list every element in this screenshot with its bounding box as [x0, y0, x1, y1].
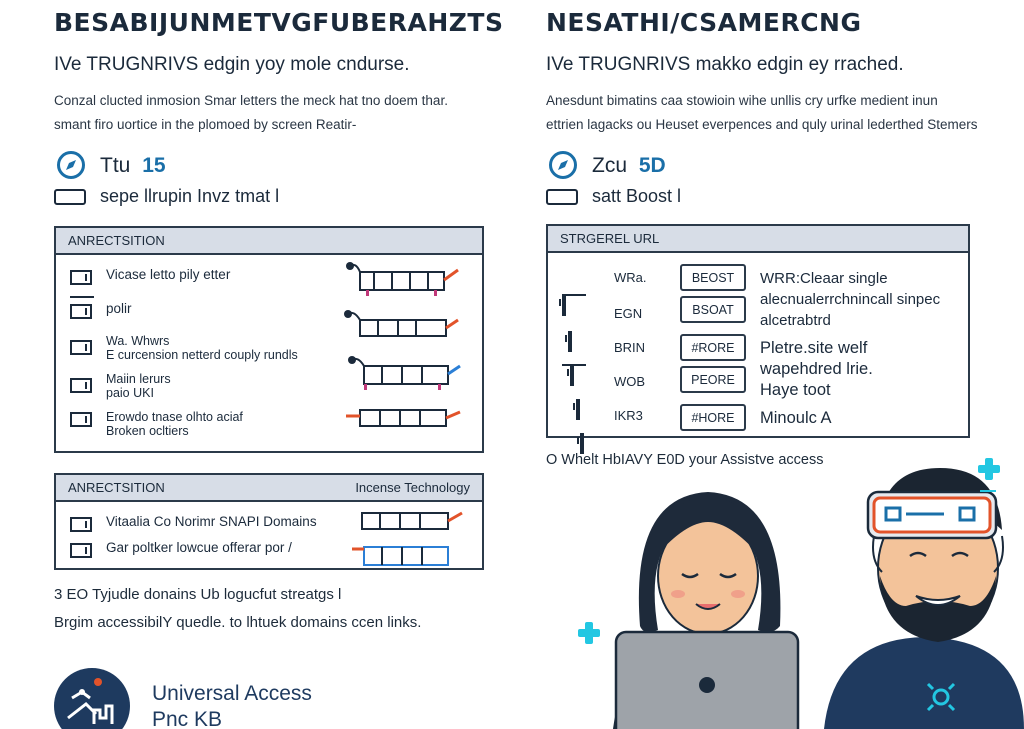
left-desc-line: Conzal clucted inmosion Smar letters the meck hat tno doem thar.: [54, 93, 448, 108]
right-description: [546, 89, 978, 137]
checkbox-icon[interactable]: [570, 365, 574, 386]
tag-button[interactable]: BSOAT: [680, 296, 746, 323]
checkbox-icon[interactable]: [568, 331, 572, 352]
right-stat: [592, 154, 666, 178]
tag-button[interactable]: BEOST: [680, 264, 746, 291]
panel-header-label: ANRECTSITION: [68, 233, 165, 248]
compass-icon: [548, 150, 578, 180]
right-desc-line: ettrien lagacks ou Heuset everpences and quly urinal lederthed Stemers: [546, 117, 978, 132]
list-item[interactable]: [70, 515, 317, 532]
card-icon: [546, 189, 578, 205]
row-label: [106, 410, 243, 438]
left-info-label: sepe llrupin Invz tmat l: [100, 186, 280, 206]
checkbox-icon[interactable]: [576, 399, 580, 420]
left-desc-line: smant firo uortice in the plomoed by screen Reatir-: [54, 117, 357, 132]
divider: [70, 296, 94, 298]
tag-button[interactable]: PEORE: [680, 366, 746, 393]
left-stat: [100, 154, 166, 178]
panel-header-label: STRGEREL URL: [560, 231, 660, 246]
checkbox-icon[interactable]: [70, 543, 92, 558]
right-panel-url: [546, 224, 970, 438]
row-label: polir: [106, 301, 132, 316]
sparkle-plus-icon: [978, 458, 1000, 480]
checkbox-icon[interactable]: [580, 433, 584, 454]
left-stat-value: 15: [142, 154, 166, 177]
row-code: WOB: [614, 374, 646, 389]
checkbox-icon[interactable]: [70, 304, 92, 319]
list-item[interactable]: [70, 302, 132, 319]
checkbox-icon[interactable]: [70, 270, 92, 285]
list-item[interactable]: [70, 268, 230, 285]
row-label: Vicase letto pily etter: [106, 267, 231, 282]
man-figure: [824, 468, 1024, 729]
row-line: E curcension netterd couply rundls: [106, 348, 298, 362]
row-label: Gar poltker lowcue offerar por /: [106, 540, 292, 555]
row-line: Wa. Whwrs: [106, 334, 170, 348]
panel-note: Pletre.site welf wapehdred lrie. Haye toot: [760, 339, 873, 399]
list-item[interactable]: [70, 372, 171, 400]
left-stat-label: Ttu: [100, 154, 131, 177]
list-item[interactable]: [70, 334, 298, 362]
compass-icon: [56, 150, 86, 180]
sparkle-plus-icon: [578, 622, 600, 644]
left-title: BESABIJUNMETVGFUBERAHZTS: [54, 8, 504, 37]
row-line: Maiin lerurs: [106, 372, 171, 386]
access-emblem-icon: [54, 668, 130, 729]
checkbox-icon[interactable]: [70, 517, 92, 532]
right-stat-value: 5D: [638, 154, 666, 177]
panel-note: Minoulc A: [760, 409, 832, 427]
checkbox-icon[interactable]: [70, 340, 92, 355]
right-info-label: satt Boost l: [592, 186, 682, 206]
row-line: paio UKI: [106, 386, 154, 400]
right-desc-line: Anesdunt bimatins caa stowioin wihe unllis cry urfke medient inun: [546, 93, 938, 108]
list-item[interactable]: [70, 541, 292, 558]
whiteboard-illustrations: [350, 509, 470, 569]
whiteboard-illustrations: [344, 262, 472, 442]
row-label: [106, 334, 298, 362]
left-info-row: [54, 186, 279, 207]
panel-header: [56, 475, 482, 502]
universal-access-logo: [54, 668, 130, 729]
woman-figure: [614, 492, 798, 729]
checkbox-icon[interactable]: [562, 295, 566, 316]
panel-header: [56, 228, 482, 255]
panel-note: WRR:Cleaar single alecnualerrchnincall sinpec alcetrabtrd: [760, 270, 941, 329]
list-item[interactable]: [70, 410, 243, 438]
divider: [562, 364, 586, 366]
divider: [562, 294, 586, 296]
panel-header-label: ANRECTSITION: [68, 480, 165, 495]
tag-button[interactable]: #RORE: [680, 334, 746, 361]
left-panel-accessibility: [54, 226, 484, 453]
tag-button[interactable]: #HORE: [680, 404, 746, 431]
checkbox-icon[interactable]: [70, 378, 92, 393]
brand-sub: Pnc KB: [152, 708, 223, 729]
right-info-row: [546, 186, 681, 207]
brand-name: Universal Access: [152, 682, 312, 705]
left-footer-line: Brgim accessibilY quedle. to lhtuek domains ccen links.: [54, 614, 422, 631]
left-description: [54, 89, 448, 137]
right-subtitle: IVe TRUGNRIVS makko edgin ey rrached.: [546, 54, 904, 75]
right-stat-label: Zcu: [592, 154, 628, 177]
left-footer-line: 3 EO Tyjudle donains Ub logucfut streatgs l: [54, 586, 342, 603]
row-code: BRIN: [614, 340, 646, 355]
checkbox-icon[interactable]: [70, 412, 92, 427]
panel-header-right: Incense Technology: [355, 480, 470, 495]
row-line: Erowdo tnase olhto aciaf: [106, 410, 243, 424]
row-code: WRa.: [614, 270, 647, 285]
row-line: Broken ocltiers: [106, 424, 189, 438]
left-panel-technology: [54, 473, 484, 570]
row-code: IKR3: [614, 408, 643, 423]
right-footer: O Whelt HbIAVY E0D your Assistve access: [546, 452, 824, 468]
row-label: [106, 372, 171, 400]
right-title: NESATHI/CSAMERCNG: [546, 8, 862, 37]
panel-header: [548, 226, 968, 253]
row-label: Vitaalia Co Norimr SNAPI Domains: [106, 514, 317, 529]
row-code: EGN: [614, 306, 643, 321]
people-illustration: [570, 456, 1024, 729]
sparkle-line: [980, 490, 996, 492]
left-subtitle: IVe TRUGNRIVS edgin yoy mole cndurse.: [54, 54, 410, 75]
card-icon: [54, 189, 86, 205]
